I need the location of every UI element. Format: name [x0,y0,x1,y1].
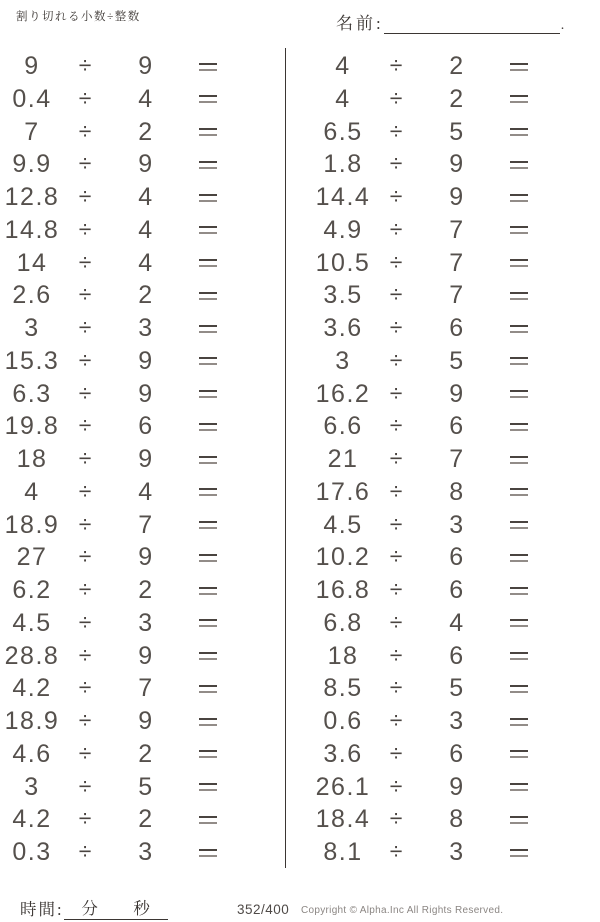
divisor: 6 [138,412,154,441]
dividend: 3 [24,772,40,801]
divide-sign: ÷ [78,543,92,570]
divide-sign: ÷ [78,215,92,242]
equals-sign [199,685,217,693]
equals-sign [199,587,217,595]
divisor: 7 [138,510,154,539]
equals-sign [510,652,528,660]
divisor: 3 [449,838,465,866]
problem-row [1,609,231,635]
divide-sign: ÷ [78,346,92,373]
divide-sign: ÷ [389,805,403,832]
divisor: 2 [449,84,465,113]
equals-sign [199,554,217,562]
divide-sign: ÷ [389,510,403,537]
dividend: 4 [24,477,40,506]
divide-sign: ÷ [389,84,403,111]
divisor: 2 [449,52,465,80]
divisor: 9 [138,346,154,375]
divide-sign: ÷ [389,445,403,471]
divide-sign: ÷ [389,641,403,668]
dividend: 16.2 [315,379,371,408]
divisor: 4 [138,215,154,244]
problem-row [1,478,231,504]
problem-row [312,347,542,373]
problem-row [1,740,231,766]
dividend: 6.5 [323,117,363,146]
dividend: 4.6 [12,739,52,768]
problem-row [312,478,542,504]
dividend: 4.5 [12,608,52,637]
divisor: 9 [449,183,465,211]
dividend: 3.6 [323,739,363,768]
divisor: 5 [449,117,465,146]
problem-row [1,412,231,441]
problems-column-right [312,52,542,864]
divisor: 7 [449,215,465,244]
equals-sign [199,783,217,791]
divisor: 3 [138,838,154,866]
divisor: 2 [138,281,154,310]
time-input-line[interactable] [64,895,168,920]
divide-sign: ÷ [78,576,92,602]
dividend: 15.3 [4,346,60,375]
divisor: 7 [138,674,154,703]
equals-sign [510,390,528,398]
divisor: 9 [449,379,465,408]
divisor: 2 [138,576,154,604]
divisor: 9 [138,379,154,408]
divide-sign: ÷ [78,150,92,177]
seconds-label: 秒 [133,899,150,918]
divide-sign: ÷ [389,52,403,78]
divide-sign: ÷ [78,739,92,766]
equals-sign [510,587,528,595]
divisor: 2 [138,739,154,768]
equals-sign [510,488,528,496]
problem-row [1,150,231,179]
time-field-block [20,895,168,920]
divisor: 6 [449,641,465,670]
divide-sign: ÷ [78,412,92,439]
problem-row [1,380,231,406]
divide-sign: ÷ [78,52,92,78]
divide-sign: ÷ [78,379,92,406]
equals-sign [199,849,217,857]
equals-sign [510,783,528,791]
problem-row [1,543,231,572]
dividend: 6.8 [323,608,363,637]
problem-row [1,707,231,733]
problem-row [312,85,542,111]
divisor: 7 [449,445,465,473]
problem-row [312,707,542,733]
divide-sign: ÷ [78,838,92,864]
equals-sign [199,619,217,627]
problem-row [312,609,542,635]
divisor: 8 [449,477,465,506]
divisor: 3 [138,608,154,637]
problem-row [312,52,542,78]
divide-sign: ÷ [78,84,92,111]
equals-sign [510,718,528,726]
problem-row [312,380,542,406]
divisor: 9 [138,641,154,670]
divisor: 9 [138,543,154,572]
dividend: 4 [335,84,351,113]
problem-row [1,52,231,78]
equals-sign [199,816,217,824]
divide-sign: ÷ [389,739,403,766]
divide-sign: ÷ [78,281,92,308]
problem-row [312,773,542,799]
equals-sign [199,95,217,103]
divisor: 8 [449,805,465,834]
problem-row [1,347,231,373]
divide-sign: ÷ [78,510,92,537]
problems-column-left [1,52,231,864]
problem-row [1,183,231,209]
dividend: 4.9 [323,215,363,244]
divide-sign: ÷ [389,379,403,406]
divide-sign: ÷ [389,117,403,144]
equals-sign [199,226,217,234]
problem-row [312,805,542,834]
dividend: 14 [16,248,48,277]
name-field-block [336,9,564,34]
divisor: 5 [449,674,465,703]
problem-row [1,642,231,668]
divisor: 7 [449,281,465,310]
equals-sign [510,63,528,71]
divisor: 9 [138,150,154,179]
equals-sign [510,423,528,431]
problem-row [312,674,542,703]
divide-sign: ÷ [78,772,92,799]
divisor: 6 [449,412,465,441]
problem-row [312,150,542,179]
divisor: 3 [449,707,465,735]
problem-row [1,118,231,144]
divide-sign: ÷ [78,445,92,471]
divide-sign: ÷ [78,608,92,635]
divide-sign: ÷ [389,248,403,275]
divisor: 9 [138,707,154,735]
problem-row [312,445,542,471]
problem-row [1,85,231,111]
dividend: 4 [335,52,351,80]
divide-sign: ÷ [389,412,403,439]
problem-row [1,281,231,310]
divisor: 3 [449,510,465,539]
equals-sign [199,750,217,758]
divisor: 7 [449,248,465,277]
worksheet-title: 割り切れる小数÷整数 [16,11,141,23]
dividend: 12.8 [4,183,60,211]
divide-sign: ÷ [78,183,92,209]
equals-sign [199,194,217,202]
problem-row [312,216,542,242]
dividend: 8.1 [323,838,363,866]
divisor: 4 [138,248,154,277]
equals-sign [510,292,528,300]
dividend: 19.8 [4,412,60,441]
problem-row [1,838,231,864]
problem-row [312,642,542,668]
problem-row [312,740,542,766]
divisor: 2 [138,805,154,834]
problem-row [1,773,231,799]
divisor: 4 [138,84,154,113]
divide-sign: ÷ [389,150,403,177]
equals-sign [199,423,217,431]
dividend: 7 [24,117,40,146]
divide-sign: ÷ [389,183,403,209]
divisor: 4 [138,183,154,211]
page-number: 352/400 [237,902,290,917]
divide-sign: ÷ [389,314,403,340]
divisor: 6 [449,543,465,572]
dividend: 10.2 [315,543,371,572]
divisor: 6 [449,739,465,768]
equals-sign [199,652,217,660]
divisor: 9 [449,150,465,179]
equals-sign [199,128,217,136]
equals-sign [199,456,217,464]
problem-row [1,249,231,275]
divide-sign: ÷ [389,281,403,308]
divide-sign: ÷ [389,772,403,799]
equals-sign [510,619,528,627]
problem-row [312,281,542,310]
equals-sign [510,325,528,333]
name-input-line[interactable] [384,17,560,34]
problem-row [312,314,542,340]
equals-sign [199,161,217,169]
dividend: 6.2 [12,576,52,604]
column-divider [285,48,286,868]
dividend: 3.5 [323,281,363,310]
dividend: 10.5 [315,248,371,277]
dividend: 3 [335,346,351,375]
dividend: 0.4 [12,84,52,113]
dividend: 6.3 [12,379,52,408]
equals-sign [199,357,217,365]
equals-sign [510,95,528,103]
equals-sign [510,226,528,234]
divisor: 9 [138,445,154,473]
divide-sign: ÷ [78,314,92,340]
equals-sign [199,718,217,726]
dividend: 18.4 [315,805,371,834]
time-label: 時間: [20,900,64,919]
divide-sign: ÷ [389,576,403,602]
equals-sign [199,325,217,333]
divisor: 5 [449,346,465,375]
divisor: 6 [449,314,465,342]
equals-sign [199,292,217,300]
equals-sign [510,161,528,169]
divide-sign: ÷ [78,674,92,701]
equals-sign [199,488,217,496]
dividend: 9 [24,52,40,80]
dividend: 18 [327,641,359,670]
divide-sign: ÷ [389,707,403,733]
divide-sign: ÷ [389,543,403,570]
dividend: 27 [16,543,48,572]
equals-sign [199,63,217,71]
divide-sign: ÷ [78,805,92,832]
dividend: 14.4 [315,183,371,211]
dividend: 9.9 [12,150,52,179]
dividend: 8.5 [323,674,363,703]
problem-row [312,838,542,864]
divisor: 4 [138,477,154,506]
equals-sign [510,194,528,202]
divide-sign: ÷ [389,346,403,373]
problem-row [312,511,542,537]
divide-sign: ÷ [78,707,92,733]
equals-sign [510,521,528,529]
dividend: 4.2 [12,674,52,703]
problem-row [1,511,231,537]
problem-row [1,805,231,834]
divisor: 5 [138,772,154,801]
dividend: 6.6 [323,412,363,441]
copyright-text: Copyright © Alpha.Inc All Rights Reserved. [301,905,504,916]
problem-row [312,118,542,144]
equals-sign [510,259,528,267]
equals-sign [510,849,528,857]
problem-row [1,216,231,242]
divisor: 2 [138,117,154,146]
equals-sign [510,128,528,136]
divisor: 9 [138,52,154,80]
equals-sign [510,456,528,464]
name-line-period: . [560,18,565,33]
problem-row [312,543,542,572]
problem-row [1,576,231,602]
equals-sign [199,259,217,267]
equals-sign [510,816,528,824]
problem-row [312,412,542,441]
dividend: 28.8 [4,641,60,670]
dividend: 18.9 [4,510,60,539]
equals-sign [510,554,528,562]
dividend: 1.8 [323,150,363,179]
dividend: 18 [16,445,48,473]
dividend: 14.8 [4,215,60,244]
dividend: 2.6 [12,281,52,310]
equals-sign [510,357,528,365]
problem-row [1,674,231,703]
minutes-label: 分 [81,899,98,918]
dividend: 4.5 [323,510,363,539]
problem-row [1,445,231,471]
dividend: 26.1 [315,772,371,801]
problem-row [312,183,542,209]
dividend: 17.6 [315,477,371,506]
equals-sign [510,685,528,693]
dividend: 18.9 [4,707,60,735]
dividend: 0.3 [12,838,52,866]
equals-sign [510,750,528,758]
divide-sign: ÷ [389,215,403,242]
divisor: 6 [449,576,465,604]
divide-sign: ÷ [78,248,92,275]
dividend: 3 [24,314,40,342]
name-label: 名前: [336,14,384,33]
equals-sign [199,390,217,398]
dividend: 16.8 [315,576,371,604]
dividend: 3.6 [323,314,363,342]
divisor: 4 [449,608,465,637]
equals-sign [199,521,217,529]
divide-sign: ÷ [389,674,403,701]
dividend: 0.6 [323,707,363,735]
problem-row [1,314,231,340]
divide-sign: ÷ [78,477,92,504]
divide-sign: ÷ [389,838,403,864]
divide-sign: ÷ [389,477,403,504]
divisor: 9 [449,772,465,801]
dividend: 21 [327,445,359,473]
problem-row [312,576,542,602]
divide-sign: ÷ [389,608,403,635]
problem-row [312,249,542,275]
dividend: 4.2 [12,805,52,834]
divide-sign: ÷ [78,641,92,668]
divide-sign: ÷ [78,117,92,144]
divisor: 3 [138,314,154,342]
